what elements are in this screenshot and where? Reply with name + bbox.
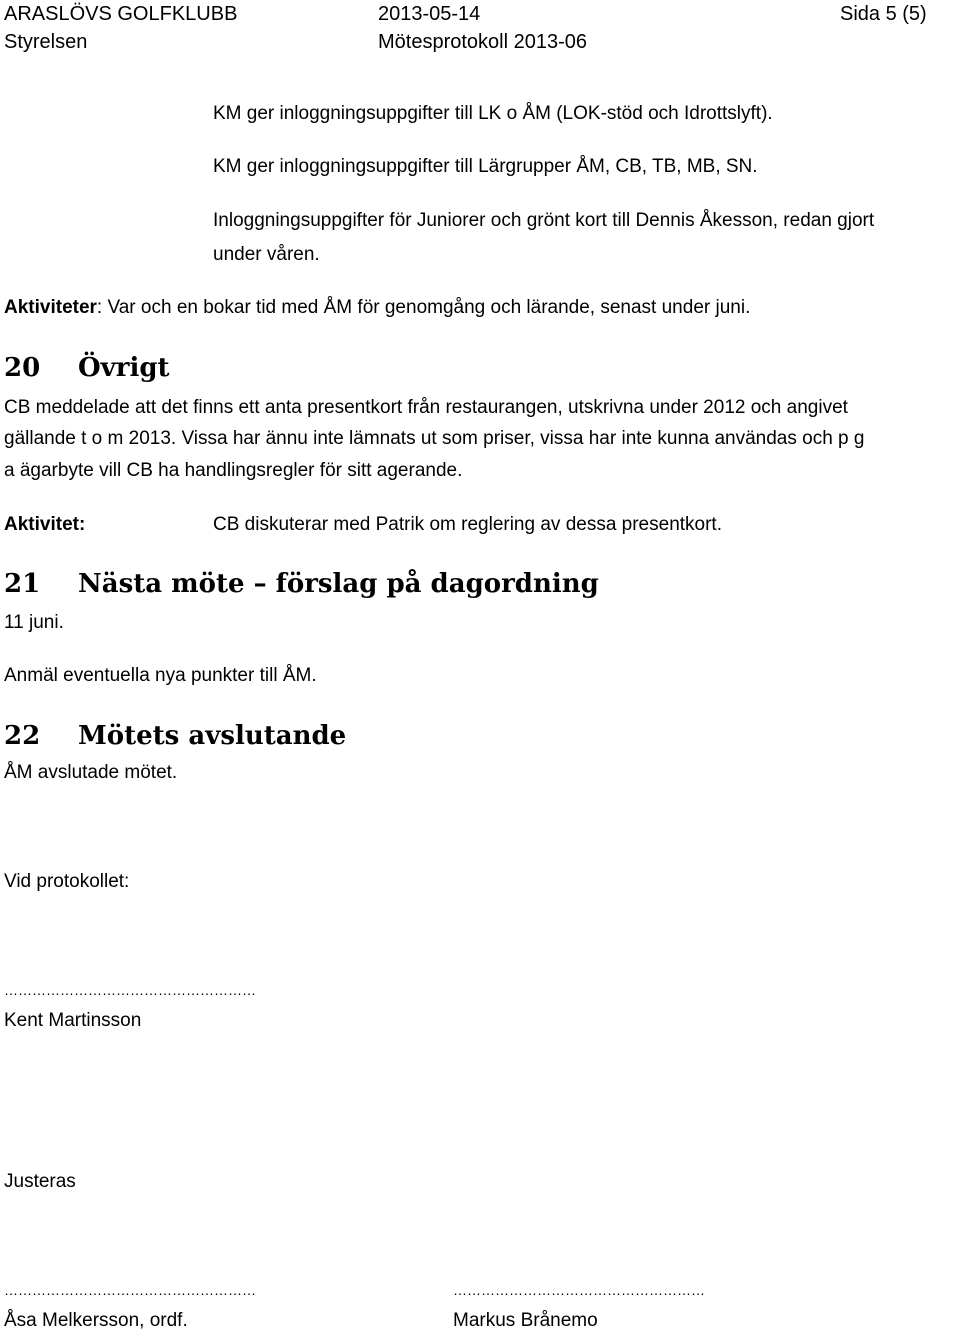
chair-name: Åsa Melkersson, ordf.	[4, 1310, 188, 1331]
section-20-number: 20	[4, 353, 41, 383]
junior-login-line-1: Inloggningsuppgifter för Juniorer och grönt kort till Dennis Åkesson, redan gjort	[213, 210, 875, 231]
secretary-name: Kent Martinsson	[4, 1010, 142, 1031]
activities-line	[4, 296, 750, 320]
chair-signature-line: ………………………………………………	[4, 1282, 256, 1298]
protocol-title: Mötesprotokoll 2013-06	[378, 31, 588, 53]
page-number: Sida 5 (5)	[840, 3, 927, 25]
section-21-date: 11 juni.	[4, 612, 64, 633]
adjust-label: Justeras	[4, 1171, 76, 1192]
km-login-line-2: KM ger inloggningsuppgifter till Lärgrupper ÅM, CB, TB, MB, SN.	[213, 156, 758, 177]
junior-login-line-2: under våren.	[213, 244, 320, 265]
section-21-title: Nästa möte – förslag på dagordning	[78, 569, 599, 599]
section-20-activity-label: Aktivitet:	[4, 514, 86, 535]
section-22-heading	[4, 720, 346, 752]
protocol-label: Vid protokollet:	[4, 871, 130, 892]
secretary-signature-line: ………………………………………………	[4, 982, 256, 998]
activities-label: Aktiviteter	[4, 297, 97, 318]
adjuster-name: Markus Brånemo	[453, 1310, 598, 1331]
club-name: ARASLÖVS GOLFKLUBB	[4, 3, 238, 25]
document-date: 2013-05-14	[378, 3, 481, 25]
section-21-note: Anmäl eventuella nya punkter till ÅM.	[4, 665, 317, 686]
section-20-paragraph-line-2: gällande t o m 2013. Vissa har ännu inte lämnats ut som priser, vissa har inte kunna användas och p g	[4, 428, 865, 449]
section-20-paragraph-line-1: CB meddelade att det finns ett anta presentkort från restaurangen, utskrivna under 2012 och angivet	[4, 397, 848, 418]
section-20-heading	[4, 352, 170, 384]
adjuster-signature-line: ………………………………………………	[453, 1282, 705, 1298]
section-20-activity-text: CB diskuterar med Patrik om reglering av dessa presentkort.	[213, 514, 722, 535]
activities-text: : Var och en bokar tid med ÅM för genomgång och lärande, senast under juni.	[96, 297, 751, 318]
km-login-line-1: KM ger inloggningsuppgifter till LK o ÅM (LOK-stöd och Idrottslyft).	[213, 103, 773, 124]
section-22-text: ÅM avslutade mötet.	[4, 762, 178, 783]
section-22-number: 22	[4, 721, 41, 751]
section-21-number: 21	[4, 569, 41, 599]
section-20-paragraph-line-3: a ägarbyte vill CB ha handlingsregler för sitt agerande.	[4, 460, 463, 481]
section-20-title: Övrigt	[78, 353, 170, 383]
section-21-heading	[4, 568, 599, 600]
section-22-title: Mötets avslutande	[78, 721, 347, 751]
department: Styrelsen	[4, 31, 88, 53]
